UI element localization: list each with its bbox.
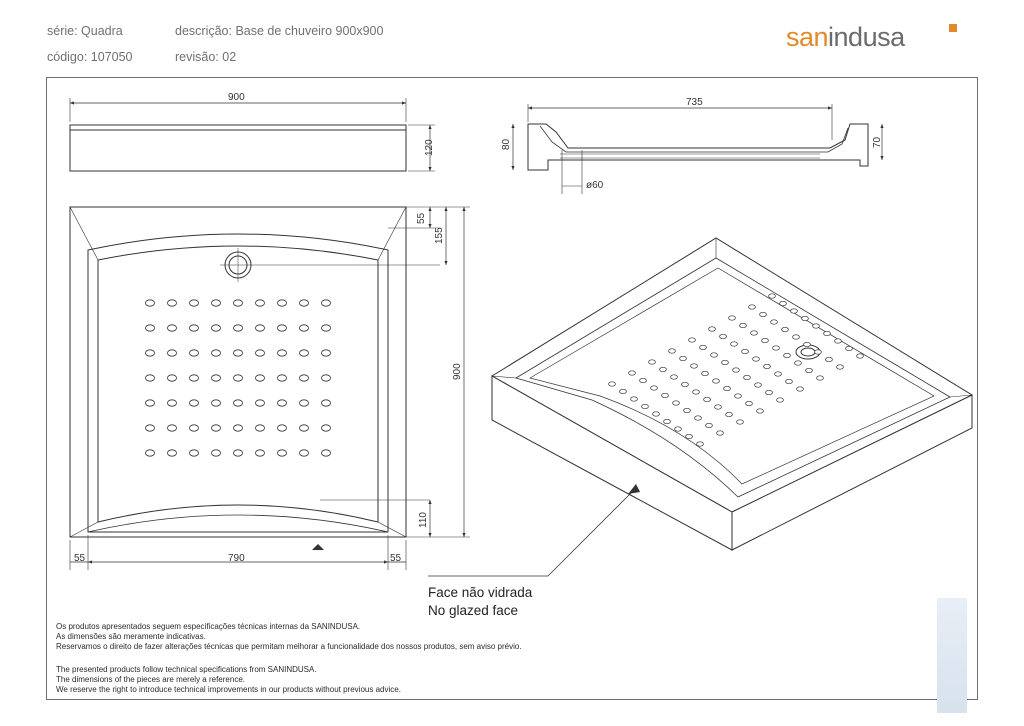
iso-hole xyxy=(722,360,729,364)
iso-hole xyxy=(724,386,731,390)
plan-hole xyxy=(168,400,177,406)
revisao-label: revisão: 02 xyxy=(175,50,237,64)
plan-hole xyxy=(278,350,287,356)
iso-hole xyxy=(795,361,802,365)
iso-hole xyxy=(684,408,691,412)
iso-hole xyxy=(653,412,660,416)
plan-hole xyxy=(234,400,243,406)
iso-hole xyxy=(660,367,667,371)
plan-hole xyxy=(212,375,221,381)
iso-hole xyxy=(649,360,656,364)
dim-bottom-790: 790 xyxy=(228,553,245,564)
plan-hole xyxy=(146,400,155,406)
plan-hole xyxy=(146,350,155,356)
iso-hole xyxy=(709,327,716,331)
watermark-shape xyxy=(937,598,967,713)
iso-hole xyxy=(693,390,700,394)
iso-hole xyxy=(673,401,680,405)
note-pt-2: As dimensões são meramente indicativas. xyxy=(56,632,206,641)
iso-hole xyxy=(695,416,702,420)
iso-hole xyxy=(640,378,647,382)
plan-hole xyxy=(168,350,177,356)
note-en-1: The presented products follow technical specifications from SANINDUSA. xyxy=(56,665,317,674)
iso-hole xyxy=(775,372,782,376)
codigo-label: código: 107050 xyxy=(47,50,133,64)
plan-hole xyxy=(190,425,199,431)
callout-leader xyxy=(428,484,640,576)
plan-hole xyxy=(256,400,265,406)
iso-hole xyxy=(713,379,720,383)
iso-hole xyxy=(817,376,824,380)
plan-hole xyxy=(190,375,199,381)
logo-part-san: san xyxy=(786,22,829,52)
dim-plan-110: 110 xyxy=(418,512,429,528)
plan-hole xyxy=(278,300,287,306)
plan-hole xyxy=(190,450,199,456)
plan-hole xyxy=(212,325,221,331)
dim-top-width: 900 xyxy=(228,92,245,103)
iso-hole xyxy=(762,338,769,342)
plan-hole xyxy=(300,450,309,456)
plan-hole xyxy=(278,325,287,331)
dim-side-width: 735 xyxy=(686,97,703,108)
note-pt-1: Os produtos apresentados seguem especificações técnicas internas da SANINDUSA. xyxy=(56,622,361,631)
iso-hole xyxy=(806,368,813,372)
plan-hole xyxy=(278,400,287,406)
plan-hole xyxy=(234,325,243,331)
iso-hole xyxy=(740,323,747,327)
dim-plan-900: 900 xyxy=(452,363,463,380)
plan-hole xyxy=(322,350,331,356)
iso-hole xyxy=(686,434,693,438)
iso-hole xyxy=(813,324,820,328)
iso-hole xyxy=(731,342,738,346)
dim-side-left: 80 xyxy=(501,138,512,150)
plan-hole xyxy=(322,450,331,456)
iso-hole xyxy=(782,327,789,331)
plan-hole xyxy=(256,425,265,431)
iso-hole xyxy=(717,431,724,435)
plan-hole xyxy=(322,400,331,406)
iso-hole xyxy=(631,397,638,401)
plan-view xyxy=(70,207,440,537)
iso-hole xyxy=(815,350,822,354)
iso-hole xyxy=(769,294,776,298)
iso-hole xyxy=(691,364,698,368)
iso-hole xyxy=(773,346,780,350)
plan-hole xyxy=(322,375,331,381)
iso-hole xyxy=(751,331,758,335)
iso-hole xyxy=(804,342,811,346)
plan-hole xyxy=(234,375,243,381)
plan-hole xyxy=(190,400,199,406)
iso-hole xyxy=(746,401,753,405)
plan-hole xyxy=(300,325,309,331)
plan-hole xyxy=(168,450,177,456)
plan-hole xyxy=(322,325,331,331)
iso-hole xyxy=(733,368,740,372)
note-pt-3: Reservamos o direito de fazer alterações técnicas que permitam melhorar a funcionalidade dos nossos produtos, sem aviso prévio. xyxy=(56,642,522,651)
iso-hole xyxy=(706,423,713,427)
iso-hole xyxy=(609,382,616,386)
plan-hole xyxy=(146,450,155,456)
iso-hole xyxy=(786,379,793,383)
dim-side-right: 70 xyxy=(872,136,883,148)
iso-hole xyxy=(771,320,778,324)
iso-hole xyxy=(689,338,696,342)
iso-hole xyxy=(662,393,669,397)
iso-hole xyxy=(749,305,756,309)
iso-hole xyxy=(846,346,853,350)
iso-hole xyxy=(680,356,687,360)
plan-hole xyxy=(256,350,265,356)
serie-label: série: Quadra xyxy=(47,24,123,38)
iso-hole xyxy=(826,357,833,361)
iso-hole xyxy=(729,316,736,320)
iso-hole xyxy=(675,427,682,431)
iso-hole xyxy=(704,397,711,401)
iso-hole xyxy=(784,353,791,357)
plan-hole xyxy=(168,325,177,331)
plan-hole xyxy=(234,450,243,456)
logo-part-indusa: indusa xyxy=(828,22,905,52)
plan-hole xyxy=(256,450,265,456)
plan-hole xyxy=(234,350,243,356)
iso-hole xyxy=(629,371,636,375)
iso-hole xyxy=(797,387,804,391)
plan-hole xyxy=(234,425,243,431)
dim-bottom-left-55: 55 xyxy=(74,553,86,564)
iso-hole xyxy=(671,375,678,379)
iso-hole xyxy=(726,412,733,416)
plan-hole xyxy=(190,300,199,306)
dim-top-height: 120 xyxy=(424,139,435,156)
iso-hole xyxy=(682,382,689,386)
iso-hole xyxy=(780,301,787,305)
iso-hole xyxy=(664,419,671,423)
iso-hole xyxy=(737,420,744,424)
plan-hole xyxy=(146,325,155,331)
iso-hole xyxy=(764,364,771,368)
dim-bottom-right-55: 55 xyxy=(390,553,402,564)
dim-drain: ø60 xyxy=(586,180,604,191)
iso-hole xyxy=(760,312,767,316)
iso-hole xyxy=(620,389,627,393)
iso-hole xyxy=(753,357,760,361)
iso-hole xyxy=(651,386,658,390)
iso-hole xyxy=(755,383,762,387)
iso-hole xyxy=(744,375,751,379)
side-section-view xyxy=(513,104,882,194)
plan-hole xyxy=(322,300,331,306)
note-en-3: We reserve the right to introduce technical improvements in our products without previous advice. xyxy=(56,685,401,694)
plan-hole xyxy=(278,425,287,431)
iso-hole xyxy=(642,404,649,408)
iso-hole xyxy=(857,354,864,358)
iso-hole xyxy=(720,334,727,338)
plan-hole xyxy=(256,300,265,306)
plan-hole xyxy=(212,450,221,456)
plan-hole xyxy=(168,300,177,306)
plan-hole xyxy=(234,300,243,306)
plan-hole xyxy=(168,425,177,431)
iso-hole xyxy=(766,390,773,394)
dim-plan-55: 55 xyxy=(416,212,427,224)
dim-plan-155: 155 xyxy=(434,227,445,244)
plan-hole xyxy=(256,375,265,381)
plan-hole xyxy=(300,350,309,356)
iso-hole xyxy=(711,353,718,357)
iso-hole xyxy=(802,316,809,320)
plan-hole xyxy=(300,425,309,431)
callout-text-en: No glazed face xyxy=(428,603,519,618)
plan-hole xyxy=(168,375,177,381)
iso-hole xyxy=(835,339,842,343)
iso-hole xyxy=(697,442,704,446)
iso-hole xyxy=(837,365,844,369)
plan-hole xyxy=(212,425,221,431)
plan-hole xyxy=(212,350,221,356)
plan-hole xyxy=(146,300,155,306)
plan-hole xyxy=(278,450,287,456)
plan-hole xyxy=(146,375,155,381)
iso-hole xyxy=(742,349,749,353)
iso-hole xyxy=(824,331,831,335)
plan-hole xyxy=(212,300,221,306)
iso-hole xyxy=(777,398,784,402)
plan-hole xyxy=(300,300,309,306)
plan-hole xyxy=(212,400,221,406)
plan-hole xyxy=(256,325,265,331)
iso-hole xyxy=(669,349,676,353)
plan-hole xyxy=(146,425,155,431)
iso-hole xyxy=(715,405,722,409)
plan-hole xyxy=(190,350,199,356)
iso-hole xyxy=(757,409,764,413)
plan-hole xyxy=(322,425,331,431)
isometric-view xyxy=(492,238,972,550)
plan-hole xyxy=(300,375,309,381)
plan-hole xyxy=(300,400,309,406)
callout-text-pt: Face não vidrada xyxy=(428,585,533,600)
plan-hole xyxy=(278,375,287,381)
front-elevation-view xyxy=(70,98,435,171)
iso-hole xyxy=(700,345,707,349)
iso-hole xyxy=(702,371,709,375)
note-en-2: The dimensions of the pieces are merely a reference. xyxy=(56,675,245,684)
plan-hole xyxy=(190,325,199,331)
iso-hole xyxy=(735,394,742,398)
descricao-label: descrição: Base de chuveiro 900x900 xyxy=(175,24,384,38)
iso-hole xyxy=(791,309,798,313)
iso-hole xyxy=(793,335,800,339)
